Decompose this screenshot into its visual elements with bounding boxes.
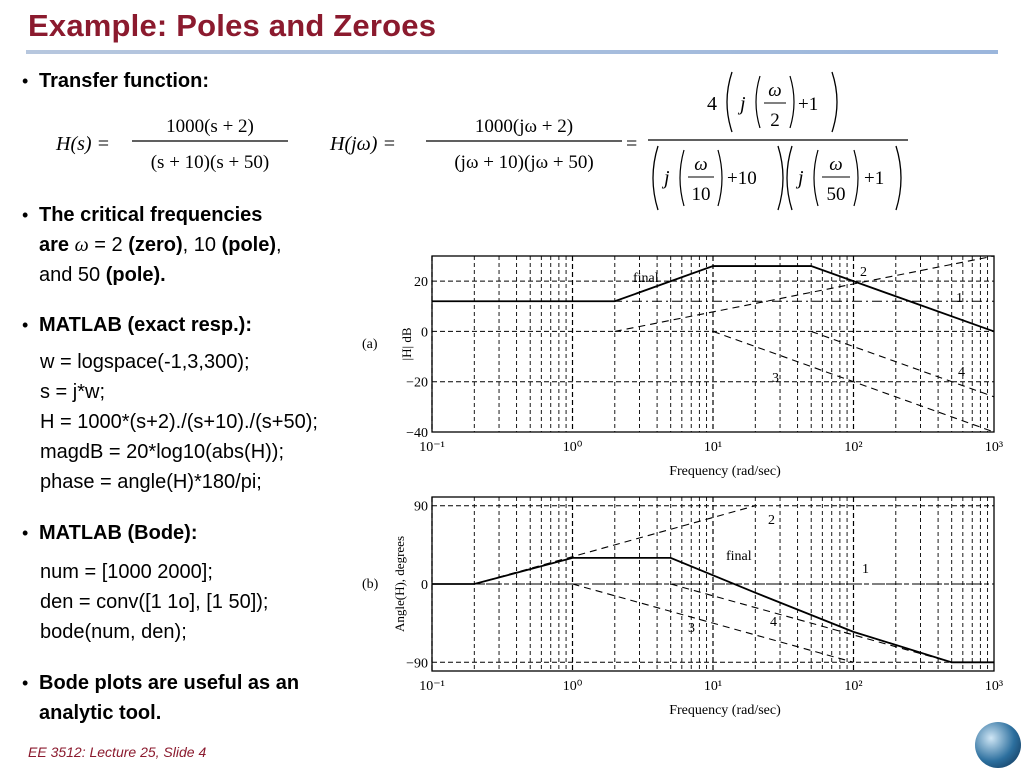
den1-j: j xyxy=(664,167,670,189)
code-line: den = conv([1 1o], [1 50]); xyxy=(40,591,269,613)
x-tick-label: 10² xyxy=(844,679,863,694)
rhs-two: 2 xyxy=(770,110,780,131)
matlab-bode-label: MATLAB (Bode): xyxy=(39,522,198,544)
den2-paren-close xyxy=(896,146,901,210)
series-label: 2 xyxy=(768,513,775,528)
x-tick-label: 10⁰ xyxy=(562,679,583,694)
series-label: final xyxy=(726,549,752,564)
code-line: H = 1000*(s+2)./(s+10)./(s+50); xyxy=(40,411,318,433)
den2-fifty: 50 xyxy=(826,184,846,205)
y-tick-label: 90 xyxy=(414,499,428,515)
rhs-plus-one: +1 xyxy=(798,94,819,115)
series-label: final xyxy=(633,271,659,286)
den1-inner-close xyxy=(718,150,722,206)
y-tick-label: 0 xyxy=(421,578,428,593)
critical-pole1-label: (pole) xyxy=(221,234,277,256)
eq2-denominator: (jω + 10)(jω + 50) xyxy=(454,152,594,173)
critical-pole2-label: (pole). xyxy=(105,264,166,286)
x-tick-label: 10² xyxy=(844,440,863,455)
x-axis-label: Frequency (rad/sec) xyxy=(669,703,781,718)
code-line: bode(num, den); xyxy=(40,621,187,643)
bullet-icon: • xyxy=(22,315,29,335)
series-line-4 xyxy=(811,331,994,396)
eq1-lhs: H(s) = xyxy=(56,133,111,155)
critical-comma: , xyxy=(276,234,282,256)
x-tick-label: 10³ xyxy=(984,679,1004,694)
series-label: 4 xyxy=(958,365,965,380)
rhs-inner-paren-close xyxy=(790,76,794,128)
den1-omega: ω xyxy=(694,154,708,175)
den2-omega: ω xyxy=(829,154,843,175)
series-label: 1 xyxy=(862,562,869,577)
code-line: phase = angle(H)*180/pi; xyxy=(40,471,262,493)
useful-line-1: Bode plots are useful as an xyxy=(39,672,300,694)
critical-pole1-value: , 10 xyxy=(182,234,217,256)
series-label: 4 xyxy=(770,615,777,630)
globe-logo-icon xyxy=(975,722,1021,768)
critical-zero-value: = 2 xyxy=(94,234,123,256)
eq1-numerator: 1000(s + 2) xyxy=(166,116,254,137)
den1-ten: 10 xyxy=(691,184,711,205)
y-axis-label: |H| dB xyxy=(399,327,414,361)
useful-line-2: analytic tool. xyxy=(39,702,162,724)
y-axis-label: Angle(H), degrees xyxy=(392,535,407,633)
rhs-inner-paren-open xyxy=(756,76,760,128)
slide-footer: EE 3512: Lecture 25, Slide 4 xyxy=(28,744,207,760)
code-line: num = [1000 2000]; xyxy=(40,561,213,583)
bullet-icon: • xyxy=(22,673,29,693)
matlab-exact-label: MATLAB (exact resp.): xyxy=(39,314,252,336)
rhs-j: j xyxy=(740,93,746,115)
rhs-paren-close xyxy=(832,72,837,132)
bullet-icon: • xyxy=(22,205,29,225)
x-tick-label: 10⁻¹ xyxy=(419,440,445,455)
eq1-denominator: (s + 10)(s + 50) xyxy=(150,152,270,173)
code-line: s = j*w; xyxy=(40,381,106,403)
critical-pole2-value: and 50 xyxy=(39,264,101,286)
series-label: 1 xyxy=(956,291,963,306)
bullet-icon: • xyxy=(22,523,29,543)
bullet-icon: • xyxy=(22,71,29,91)
y-tick-label: −90 xyxy=(406,656,428,672)
den2-paren-open xyxy=(787,146,792,210)
panel-label: (b) xyxy=(362,577,379,592)
series-label: 3 xyxy=(688,621,695,636)
series-label: 2 xyxy=(860,265,867,280)
critical-are: are xyxy=(39,234,70,256)
den1-paren-close xyxy=(778,146,783,210)
omega-symbol: ω xyxy=(74,234,89,256)
den2-plus-one: +1 xyxy=(864,168,885,189)
eq2-lhs: H(jω) = xyxy=(330,133,396,155)
critical-zero-label: (zero) xyxy=(128,234,183,256)
transfer-function-label: Transfer function: xyxy=(39,70,210,92)
den1-paren-open xyxy=(653,146,658,210)
eq2-numerator: 1000(jω + 2) xyxy=(474,116,574,137)
eq2-equals: = xyxy=(626,133,638,155)
series-line-2 xyxy=(615,256,994,331)
code-line: magdB = 20*log10(abs(H)); xyxy=(40,441,285,463)
rhs-omega: ω xyxy=(768,80,782,101)
series-label: 3 xyxy=(772,371,779,386)
x-tick-label: 10³ xyxy=(984,440,1004,455)
y-tick-label: −20 xyxy=(406,375,428,391)
den2-inner-open xyxy=(814,150,818,206)
y-tick-label: −40 xyxy=(406,426,428,441)
den1-inner-open xyxy=(680,150,684,206)
panel-label: (a) xyxy=(362,337,378,352)
x-tick-label: 10⁻¹ xyxy=(419,679,445,694)
x-tick-label: 10⁰ xyxy=(562,440,583,455)
critical-line-1: The critical frequencies xyxy=(39,204,263,226)
x-tick-label: 10¹ xyxy=(703,440,723,455)
rhs-four: 4 xyxy=(707,93,717,115)
x-axis-label: Frequency (rad/sec) xyxy=(669,464,781,479)
x-tick-label: 10¹ xyxy=(703,679,723,694)
den1-plus-ten: +10 xyxy=(727,168,757,189)
code-line: w = logspace(-1,3,300); xyxy=(40,351,250,373)
magnitude-chart xyxy=(362,256,1003,479)
y-tick-label: 20 xyxy=(414,275,428,291)
phase-chart xyxy=(362,497,1003,718)
slide-title: Example: Poles and Zeroes xyxy=(28,8,437,43)
rhs-paren-open xyxy=(727,72,732,132)
den2-inner-close xyxy=(854,150,858,206)
den2-j: j xyxy=(798,167,804,189)
y-tick-label: 0 xyxy=(421,325,428,341)
